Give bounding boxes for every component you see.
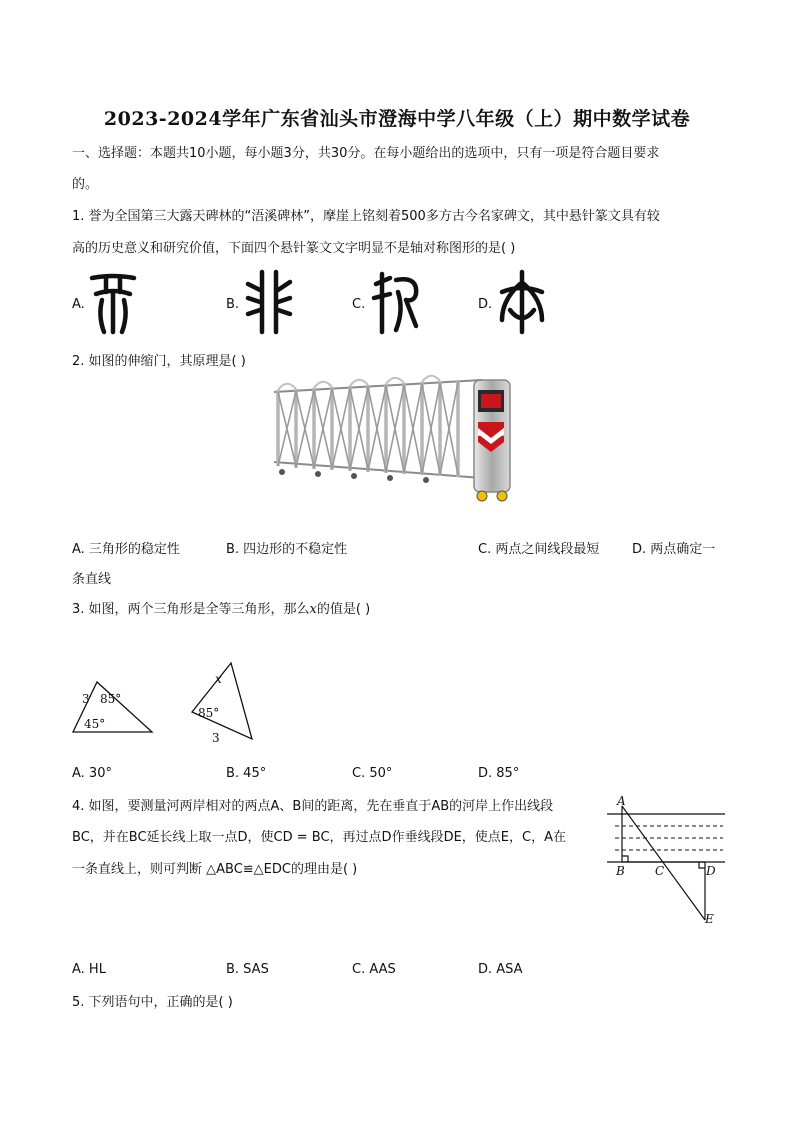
q4-stem-line1: 4. 如图，要测量河两岸相对的两点A、B间的距离，先在垂直于AB的河岸上作出线段: [72, 799, 554, 814]
q1-seal-char-d: [496, 270, 548, 336]
q3-t1-side: 3: [82, 692, 90, 706]
q2-stem: 2. 如图的伸缩门，其原理是( ): [72, 354, 246, 369]
q5-stem: 5. 下列语句中，正确的是( ): [72, 995, 233, 1010]
q4-option-d: D. ASA: [478, 962, 523, 977]
q4-option-b: B. SAS: [226, 962, 269, 977]
q3-option-d: D. 85°: [478, 766, 520, 781]
q2-option-c: C. 两点之间线段最短: [478, 542, 600, 557]
q4-label-c: C: [655, 864, 665, 878]
q4-label-d: D: [706, 864, 716, 878]
q4-stem-line2: BC，并在BC延长线上取一点D，使CD = BC，再过点D作垂线段DE，使点E，C，A在: [72, 830, 566, 845]
q3-t2-angle: 85°: [198, 706, 220, 720]
q1-seal-char-c: [370, 270, 422, 336]
q2-option-a: A. 三角形的稳定性: [72, 542, 180, 557]
q1-option-d-label: D.: [478, 297, 493, 312]
q1-seal-char-b: [244, 268, 294, 336]
q1-option-a-label: A.: [72, 297, 85, 312]
q4-stem-line3: 一条直线上，则可判断 △ABC≌△EDC的理由是( ): [72, 862, 358, 877]
q1-option-b-label: B.: [226, 297, 240, 312]
q4-river-figure: [605, 796, 727, 928]
q3-stem: 3. 如图，两个三角形是全等三角形，那么x的值是( ): [72, 602, 371, 617]
section-header-line2: 的。: [72, 177, 99, 192]
q3-option-a: A. 30°: [72, 766, 112, 781]
q3-option-c: C. 50°: [352, 766, 393, 781]
q3-t2-var: x: [215, 672, 222, 686]
q1-seal-char-a: [88, 272, 138, 336]
section-header-line1: 一、选择题：本题共10小题，每小题3分，共30分。在每小题给出的选项中，只有一项是符合题目要求: [72, 146, 660, 161]
q3-t2-side: 3: [212, 731, 220, 745]
q1-stem-line1: 1. 誉为全国第三大露天碑林的“浯溪碑林”，摩崖上铭刻着500多方古今名家碑文，其中悬针篆文具有较: [72, 209, 660, 224]
q3-t1-angle-bottom: 45°: [84, 717, 106, 731]
telescopic-gate-image: [270, 378, 520, 504]
q4-label-a: A: [617, 794, 626, 808]
q4-option-c: C. AAS: [352, 962, 396, 977]
q4-label-b: B: [616, 864, 625, 878]
q2-option-d: D. 两点确定一: [632, 542, 716, 557]
q3-t1-angle-top: 85°: [100, 692, 122, 706]
q1-option-c-label: C.: [352, 297, 366, 312]
q2-option-d-wrap: 条直线: [72, 572, 112, 587]
q3-triangles-figure: [66, 660, 266, 750]
page-title: 2023-2024学年广东省汕头市澄海中学八年级（上）期中数学试卷: [103, 108, 691, 130]
q4-label-e: E: [705, 912, 714, 926]
q3-option-b: B. 45°: [226, 766, 267, 781]
q2-option-b: B. 四边形的不稳定性: [226, 542, 348, 557]
q4-option-a: A. HL: [72, 962, 106, 977]
q1-stem-line2: 高的历史意义和研究价值，下面四个悬针篆文文字明显不是轴对称图形的是( ): [72, 241, 516, 256]
